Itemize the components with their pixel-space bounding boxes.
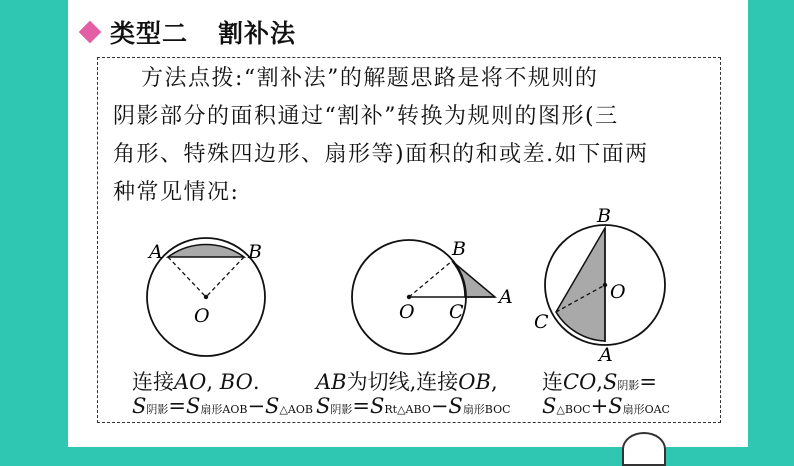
fig3-label-a: A [599, 344, 613, 366]
fig1-label-b: B [248, 241, 262, 263]
fig2-label-a: A [499, 286, 513, 308]
figure-2 [352, 238, 513, 354]
figure-3 [534, 205, 665, 366]
fig2-label-o: O [399, 301, 415, 323]
section-subtitle: 割补法 [218, 19, 297, 48]
fig2-label-c: C [449, 301, 464, 323]
fig1-label-a: A [149, 241, 163, 263]
fig2-caption-line-2: S阴影=SRt△ABO−S扇形BOC [316, 394, 511, 418]
fig3-shaded-region [556, 228, 605, 341]
fig1-shaded-segment [168, 244, 244, 257]
section-title: 类型二 [110, 19, 189, 48]
fig3-caption-line-1: 连CO,S阴影= [542, 370, 657, 394]
fig1-dashed-bo [206, 257, 244, 297]
fig3-label-b: B [597, 205, 611, 227]
paragraph-line-1: 方法点拨:“割补法”的解题思路是将不规则的 [141, 66, 599, 91]
mascot-decoration [622, 432, 666, 466]
fig3-center-dot [603, 283, 607, 287]
paragraph-line-3: 角形、特殊四边形、扇形等)面积的和或差.如下面两 [113, 142, 649, 167]
paragraph-line-2: 阴影部分的面积通过“割补”转换为规则的图形(三 [113, 104, 619, 129]
fig3-label-o: O [610, 281, 626, 303]
fig1-caption-line-1: 连接AO, BO. [132, 370, 260, 394]
fig2-caption-line-1: AB为切线,连接OB, [316, 370, 498, 394]
fig1-caption-line-2: S阴影=S扇形AOB−S△AOB [132, 394, 313, 418]
fig2-dashed-ob [409, 261, 452, 297]
fig2-label-b: B [452, 238, 466, 260]
fig1-dashed-ao [168, 257, 206, 297]
fig2-center-dot [407, 295, 411, 299]
fig3-caption-line-2: S△BOC+S扇形OAC [542, 394, 670, 418]
paragraph-line-4: 种常见情况: [113, 180, 240, 205]
fig2-shaded-region [452, 261, 495, 297]
figure-1 [147, 238, 265, 356]
fig3-label-c: C [534, 311, 549, 333]
fig1-center-dot [204, 295, 208, 299]
fig1-label-o: O [194, 305, 210, 327]
